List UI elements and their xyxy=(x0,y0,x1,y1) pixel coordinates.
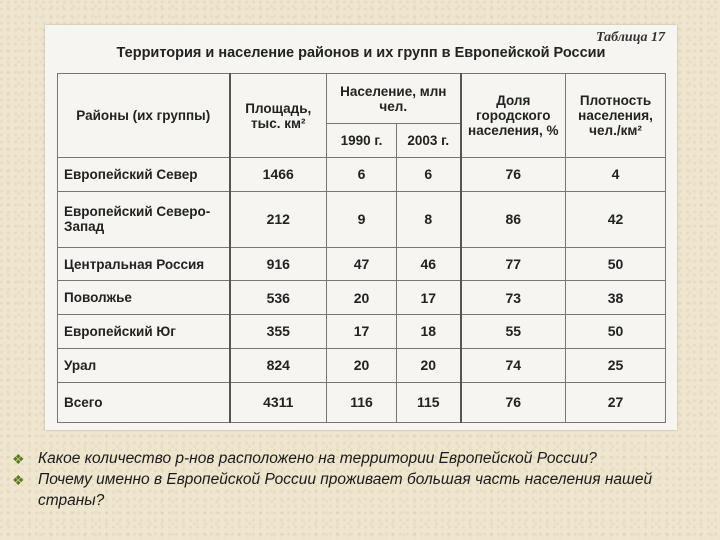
region-cell: Европейский Юг xyxy=(58,315,230,349)
density-cell: 50 xyxy=(566,247,666,281)
table-row xyxy=(58,348,666,382)
table-number: Таблица 17 xyxy=(596,30,665,45)
header-population: Население, млн чел. xyxy=(327,74,461,124)
population-1990-cell: 20 xyxy=(327,348,397,382)
table-row xyxy=(58,315,666,349)
question-text: Какое количество р-нов расположено на территории Европейской России? xyxy=(38,450,597,467)
region-cell: Европейский Север xyxy=(58,158,230,192)
region-cell: Европейский Северо-Запад xyxy=(58,191,230,247)
urban-share-cell: 77 xyxy=(461,247,566,281)
population-1990-cell: 9 xyxy=(327,191,397,247)
area-cell: 355 xyxy=(230,315,327,349)
region-cell: Урал xyxy=(58,348,230,382)
urban-share-cell: 74 xyxy=(461,348,566,382)
region-cell: Поволжье xyxy=(58,281,230,315)
population-1990-cell: 116 xyxy=(327,382,397,423)
questions-list xyxy=(10,448,710,511)
header-region: Районы (их группы) xyxy=(58,74,230,158)
density-cell: 4 xyxy=(566,158,666,192)
population-2003-cell: 46 xyxy=(397,247,461,281)
table-row xyxy=(58,382,666,423)
density-cell: 27 xyxy=(566,382,666,423)
header-urban: Доля городского населения, % xyxy=(461,74,566,158)
urban-share-cell: 76 xyxy=(461,382,566,423)
table-row xyxy=(58,247,666,281)
diamond-bullet-icon: ❖ xyxy=(12,451,25,467)
area-cell: 4311 xyxy=(230,382,327,423)
population-1990-cell: 6 xyxy=(327,158,397,192)
density-cell: 25 xyxy=(566,348,666,382)
region-cell: Центральная Россия xyxy=(58,247,230,281)
area-cell: 536 xyxy=(230,281,327,315)
region-cell: Всего xyxy=(58,382,230,423)
area-cell: 916 xyxy=(230,247,327,281)
density-cell: 42 xyxy=(566,191,666,247)
area-cell: 1466 xyxy=(230,158,327,192)
population-2003-cell: 6 xyxy=(397,158,461,192)
header-density: Плотность населения, чел./км² xyxy=(566,74,666,158)
urban-share-cell: 86 xyxy=(461,191,566,247)
urban-share-cell: 76 xyxy=(461,158,566,192)
population-1990-cell: 47 xyxy=(327,247,397,281)
population-2003-cell: 18 xyxy=(397,315,461,349)
table-row xyxy=(58,281,666,315)
population-1990-cell: 17 xyxy=(327,315,397,349)
area-cell: 824 xyxy=(230,348,327,382)
population-2003-cell: 8 xyxy=(397,191,461,247)
area-cell: 212 xyxy=(230,191,327,247)
urban-share-cell: 55 xyxy=(461,315,566,349)
population-2003-cell: 20 xyxy=(397,348,461,382)
population-1990-cell: 20 xyxy=(327,281,397,315)
population-2003-cell: 17 xyxy=(397,281,461,315)
header-area: Площадь, тыс. км² xyxy=(230,74,327,158)
table-scan xyxy=(45,25,677,430)
question-item xyxy=(10,469,710,511)
urban-share-cell: 73 xyxy=(461,281,566,315)
table-row xyxy=(58,158,666,192)
table-row xyxy=(58,191,666,247)
question-item xyxy=(10,448,710,469)
table-title: Территория и население районов и их групп в Европейской России xyxy=(116,45,606,61)
data-table xyxy=(57,73,666,423)
header-1990: 1990 г. xyxy=(327,124,397,158)
header-2003: 2003 г. xyxy=(397,124,461,158)
question-text: Почему именно в Европейской России проживает большая часть населения нашей страны? xyxy=(38,471,653,509)
population-2003-cell: 115 xyxy=(397,382,461,423)
diamond-bullet-icon: ❖ xyxy=(12,472,25,488)
density-cell: 50 xyxy=(566,315,666,349)
density-cell: 38 xyxy=(566,281,666,315)
